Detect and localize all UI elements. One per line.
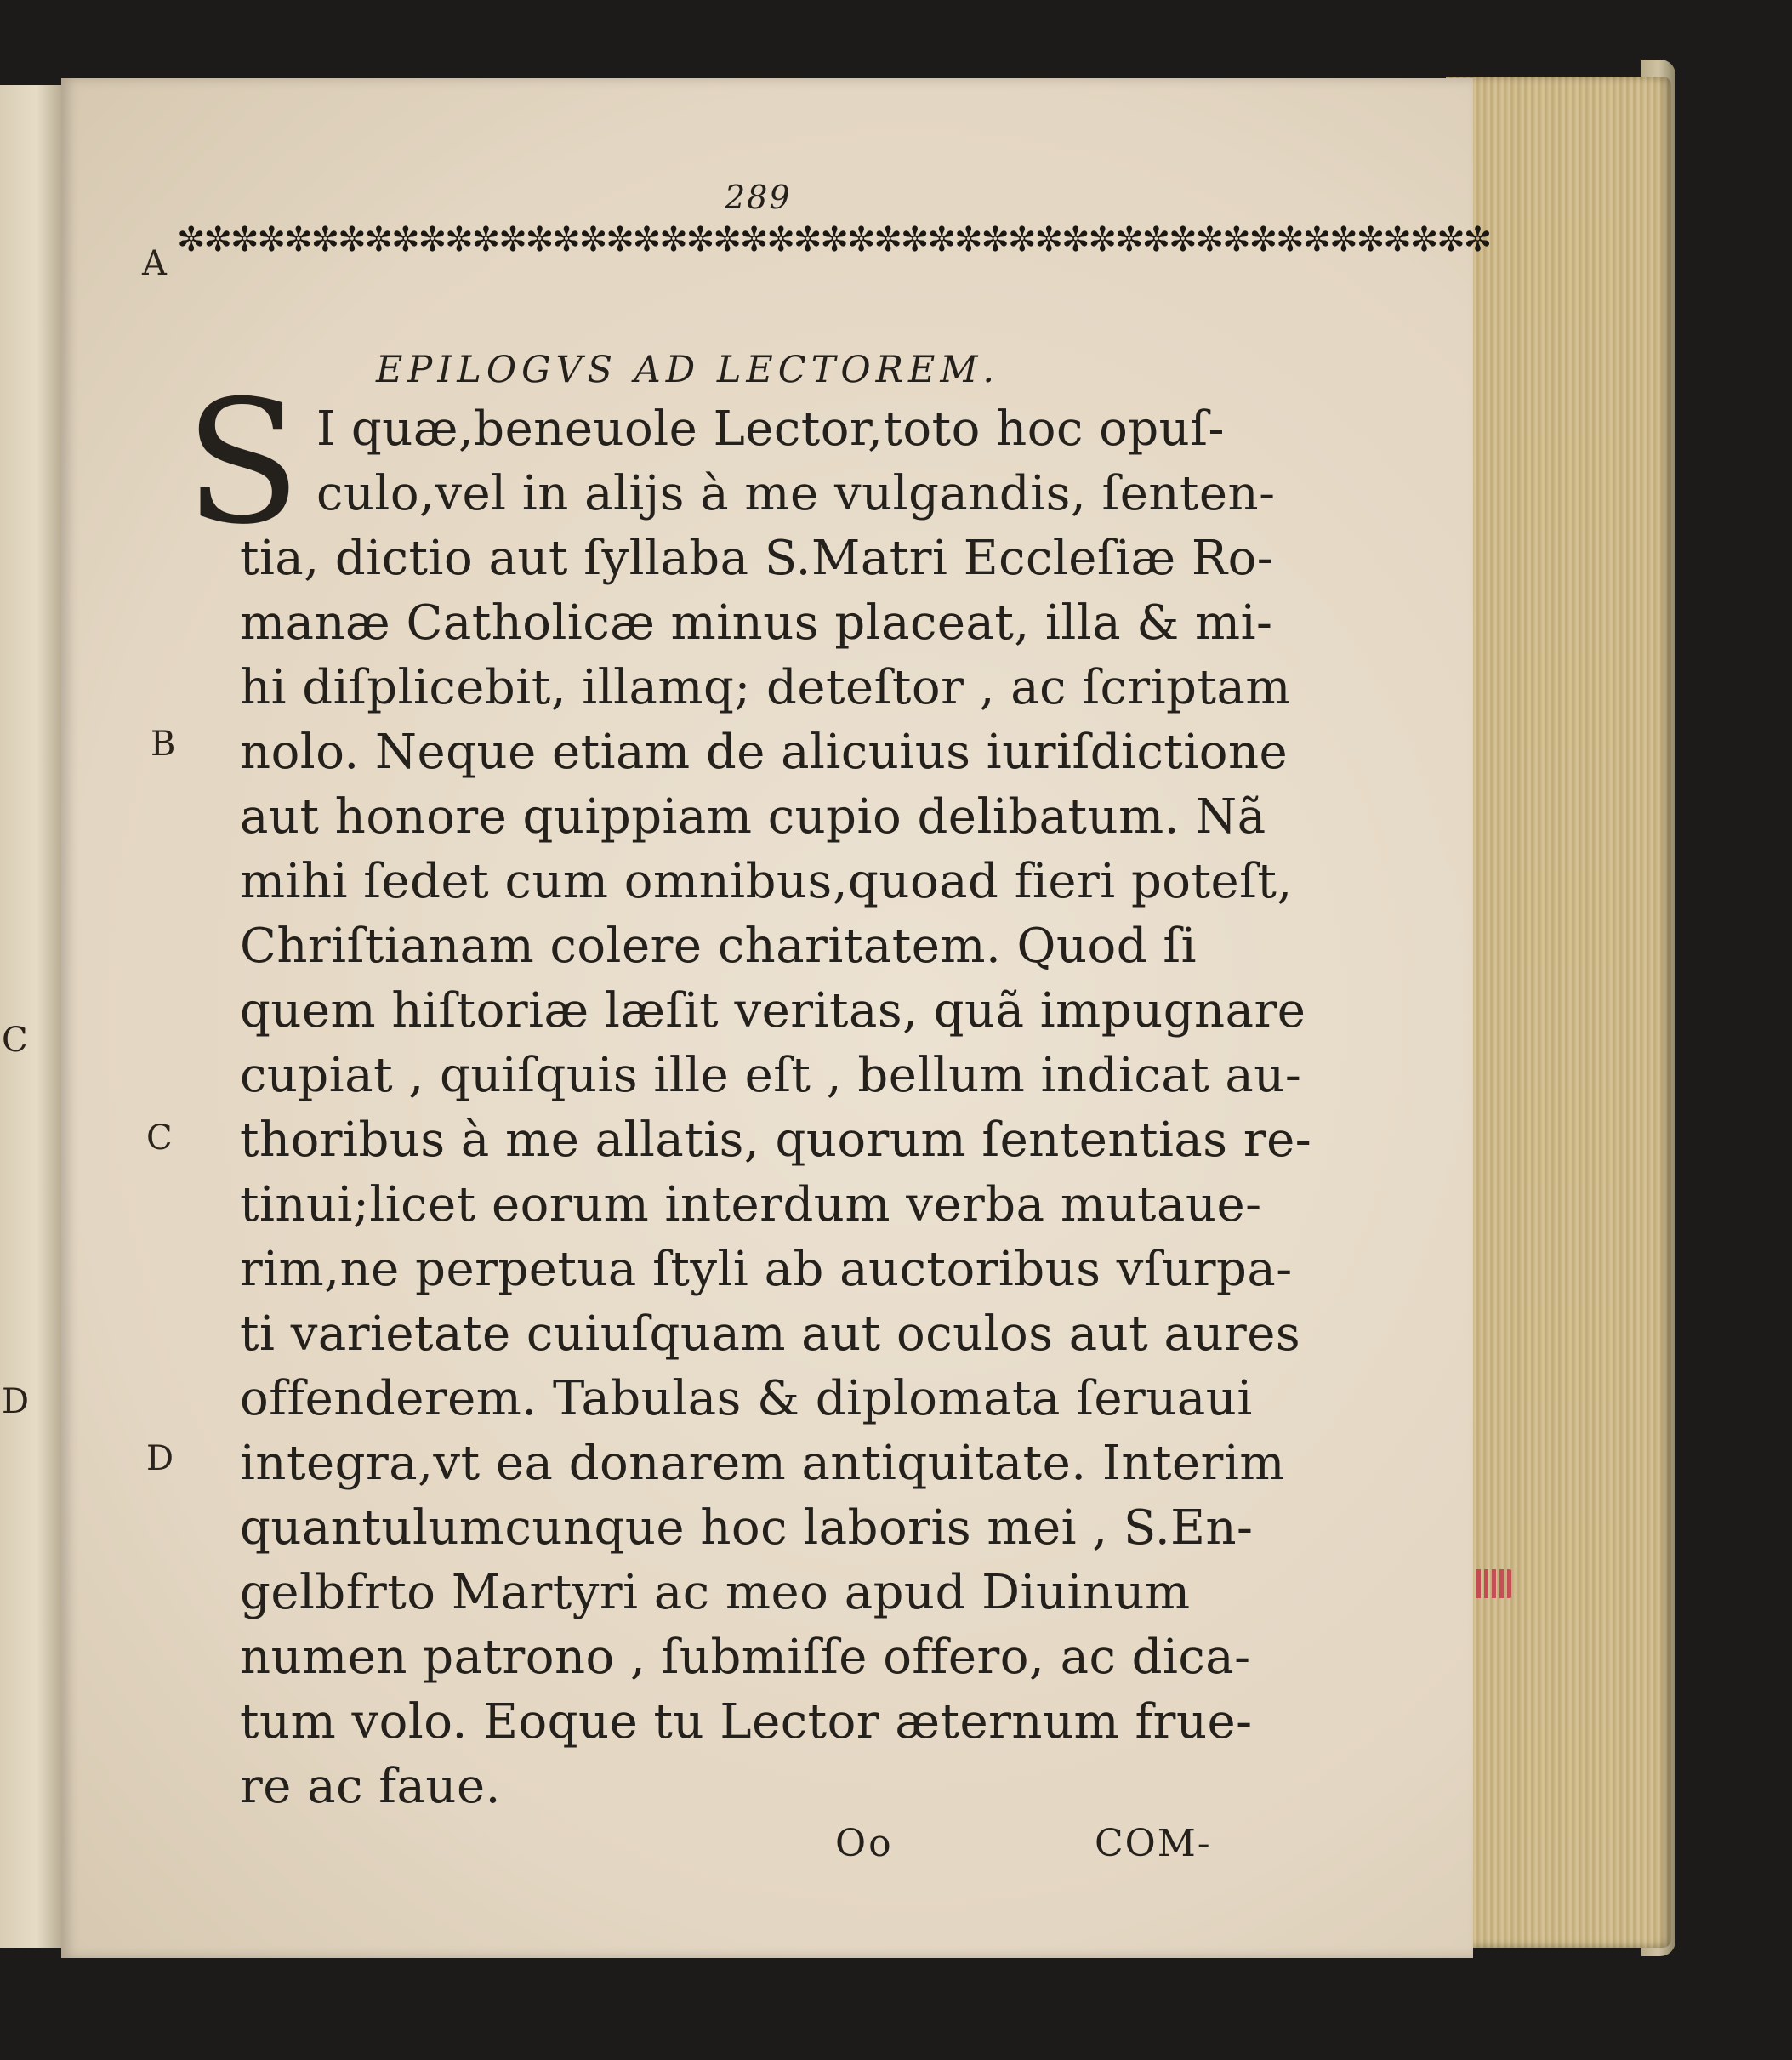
text-line: tum volo. Eoque tu Lector æternum frue- — [240, 1694, 1253, 1750]
text-line: integra,vt ea donarem antiquitate. Interim — [240, 1436, 1285, 1491]
section-heading: EPILOGVS AD LECTOREM. — [376, 349, 1000, 391]
book-page — [61, 78, 1491, 1958]
text-line: numen patrono , ſubmiſſe offero, ac dica- — [240, 1630, 1251, 1685]
left-margin-letter-c: C — [2, 1021, 28, 1060]
text-line: hi diſplicebit, illamq; deteſtor , ac ſcriptam — [240, 660, 1291, 715]
text-line: thoribus à me allatis, quorum ſententias re- — [240, 1113, 1312, 1168]
drop-cap: S — [185, 364, 302, 562]
text-line: Chriſtianam colere charitatem. Quod ſi — [240, 919, 1198, 974]
margin-letter-a: A — [142, 244, 167, 283]
page-block-edge — [1446, 77, 1671, 1948]
text-line: culo,vel in alijs à me vulgandis, ſenten- — [316, 466, 1276, 521]
text-line: gelbfrto Martyri ac meo apud Diuinum — [240, 1565, 1191, 1620]
left-margin-letter-d: D — [2, 1382, 30, 1421]
margin-letter-b: B — [151, 725, 176, 764]
text-line: rim,ne perpetua ſtyli ab auctoribus vſurpa- — [240, 1242, 1293, 1297]
text-line: manæ Catholicæ minus placeat, illa & mi- — [240, 595, 1273, 651]
text-line: tinui;licet eorum interdum verba mutaue- — [240, 1177, 1262, 1232]
catchword: COM- — [1095, 1822, 1212, 1865]
text-line: mihi ſedet cum omnibus,quoad fieri poteſt, — [240, 854, 1293, 909]
text-line: quem hiſtoriæ læſit veritas, quã impugnare — [240, 983, 1306, 1039]
text-line: offenderem. Tabulas & diplomata ſeruaui — [240, 1371, 1253, 1426]
text-line: ti varietate cuiuſquam aut oculos aut aures — [240, 1306, 1301, 1362]
previous-page-edge — [0, 85, 64, 1948]
signature-mark: Oo — [835, 1822, 894, 1865]
page-number: 289 — [725, 179, 792, 216]
text-line: re ac faue. — [240, 1759, 501, 1814]
text-line: quantulumcunque hoc laboris mei , S.En- — [240, 1500, 1254, 1556]
margin-letter-d: D — [146, 1439, 174, 1478]
text-line: aut honore quippiam cupio delibatum. Nã — [240, 789, 1266, 845]
ornamental-border: ✼✼✼✼✼✼✼✼✼✼✼✼✼✼✼✼✼✼✼✼✼✼✼✼✼✼✼✼✼✼✼✼✼✼✼✼✼✼✼✼✼✼✼✼✼✼✼✼✼ — [177, 220, 1491, 259]
text-line: nolo. Neque etiam de alicuius iuriſdictione — [240, 725, 1289, 780]
text-line: tia, dictio aut ſyllaba S.Matri Eccleſiæ Ro- — [240, 531, 1274, 586]
text-line: cupiat , quiſquis ille eſt , bellum indicat au- — [240, 1048, 1302, 1103]
text-line: I quæ,beneuole Lector,toto hoc opuſ- — [316, 401, 1225, 457]
margin-letter-c: C — [146, 1118, 173, 1158]
